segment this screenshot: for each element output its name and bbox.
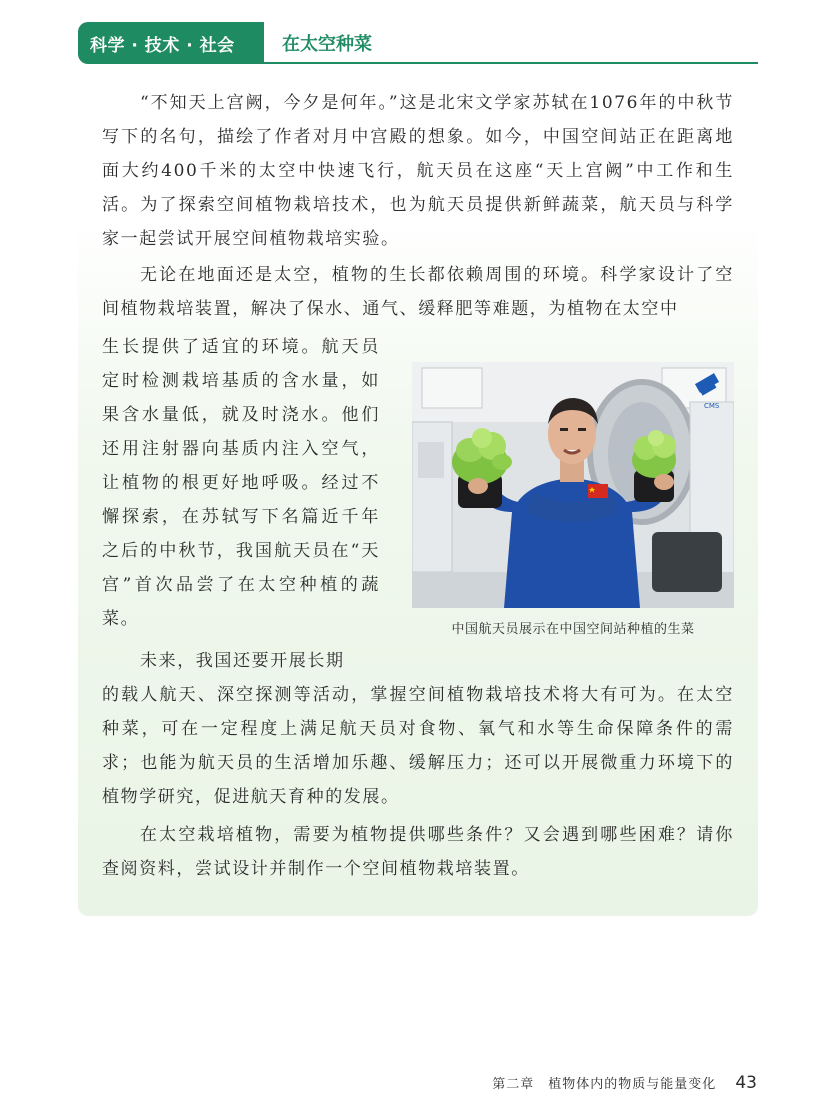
photo-caption: 中国航天员展示在中国空间站种植的生菜 bbox=[451, 622, 695, 637]
paragraph-4-question: 在太空栽培植物，需要为植物提供哪些条件？又会遇到哪些困难？请你查阅资料，尝试设计并制作一个空间植物栽培装置。 bbox=[102, 825, 734, 879]
paragraph-1: “不知天上宫阙，今夕是何年。”这是北宋文学家苏轼在1076年的中秋节写下的名句，描绘了作者对月中宫殿的想象。如今，中国空间站正在距离地面大约400千米的太空中快速飞行，航天员在这座“天上宫阙”中工作和生活。为了探索空间植物栽培技术，也为航天员提供新鲜蔬菜，航天员与科学家一起尝试开展空间植物栽培实验。 bbox=[102, 93, 734, 249]
lettuce-plant-right bbox=[632, 430, 676, 502]
cms-logo-text: CMS bbox=[704, 402, 720, 410]
paragraph-2-intro: 无论在地面还是太空，植物的生长都依赖周围的环境。科学家设计了空间植物栽培装置，解决了保水、通气、缓释肥等难题，为植物在太空中 bbox=[102, 265, 734, 319]
paragraph-3-intro: 未来，我国还要开展长期 bbox=[140, 651, 345, 671]
astronaut-lettuce-photo bbox=[412, 362, 734, 608]
page-number: 43 bbox=[735, 1073, 757, 1093]
paragraph-3-continued: 的载人航天、深空探测等活动，掌握空间植物栽培技术将大有可为。在太空种菜，可在一定程度上满足航天员对食物、氧气和水等生命保障条件的需求；也能为航天员的生活增加乐趣、缓解压力；还可以开展微重力环境下的植物学研究，促进航天育种的发展。 bbox=[102, 685, 734, 807]
chapter-title: 第二章 植物体内的物质与能量变化 bbox=[492, 1077, 717, 1092]
section-tab bbox=[78, 22, 264, 64]
page-footer bbox=[492, 1073, 757, 1093]
topic-title: 在太空种菜 bbox=[282, 34, 372, 55]
section-header bbox=[78, 22, 758, 64]
paragraph-2-continued: 生长提供了适宜的环境。航天员定时检测栽培基质的含水量，如果含水量低，就及时浇水。他们还用注射器向基质内注入空气，让植物的根更好地呼吸。经过不懈探索，在苏轼写下名篇近千年之后的中秋节，我国航天员在“天宫”首次品尝了在太空种植的蔬菜。 bbox=[102, 337, 380, 629]
section-title: 科学 · 技术 · 社会 bbox=[90, 36, 235, 56]
